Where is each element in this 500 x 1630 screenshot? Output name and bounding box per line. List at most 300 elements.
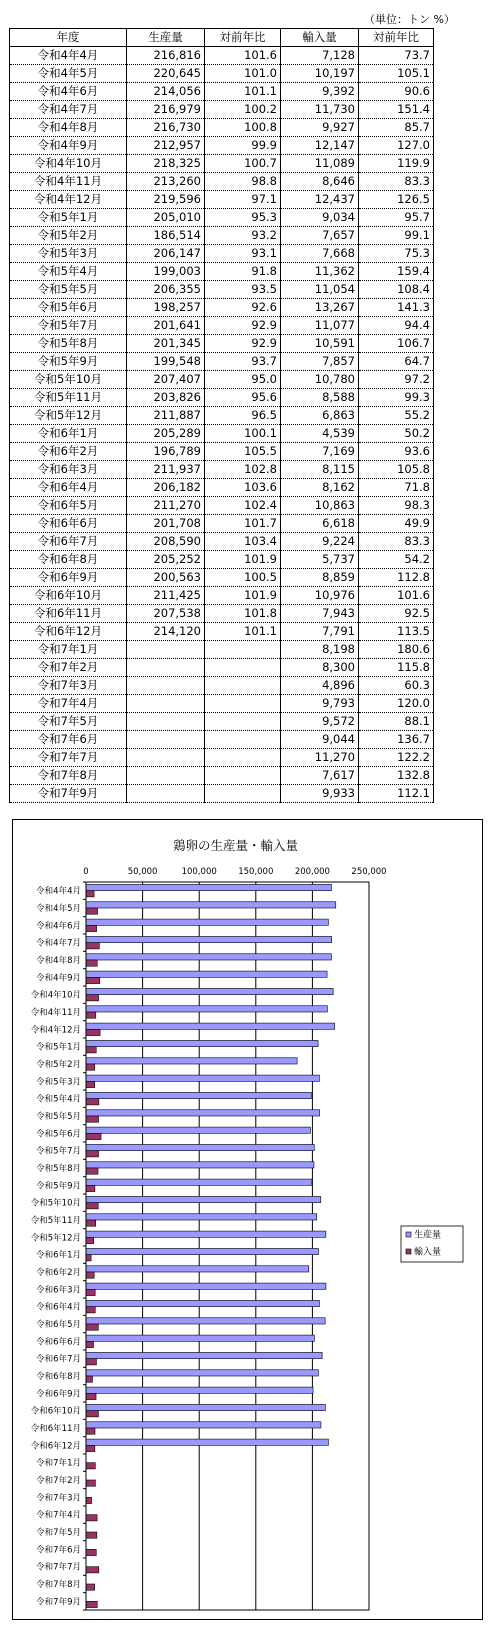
- cell-production-yoy: 100.8: [205, 119, 281, 137]
- category-label: 令和5年6月: [36, 1129, 81, 1140]
- bar-imports: [86, 1480, 95, 1486]
- cell-production-yoy: 101.6: [205, 47, 281, 65]
- bar-imports: [86, 1567, 99, 1573]
- bar-imports: [86, 1029, 100, 1035]
- category-label: 令和6年4月: [36, 1302, 81, 1313]
- category-label: 令和5年10月: [30, 1198, 81, 1209]
- bar-imports: [86, 1064, 95, 1070]
- cell-imports: 7,617: [281, 767, 359, 785]
- category-label: 令和6年11月: [30, 1424, 81, 1434]
- cell-production-yoy: 101.7: [205, 515, 281, 533]
- cell-imports: 12,147: [281, 137, 359, 155]
- cell-production: 211,425: [127, 587, 205, 605]
- cell-production: [127, 659, 205, 677]
- bar-imports: [86, 1255, 91, 1261]
- cell-imports: 7,857: [281, 353, 359, 371]
- table-row: [10, 641, 434, 659]
- cell-production: [127, 695, 205, 713]
- bar-imports: [86, 1081, 95, 1087]
- legend-label: 輸入量: [414, 1247, 442, 1258]
- category-label: 令和7年1月: [36, 1458, 81, 1469]
- table-row: [10, 191, 434, 209]
- bar-imports: [86, 1584, 95, 1590]
- cell-imports-yoy: 180.6: [359, 641, 434, 659]
- bar-production: [86, 1006, 327, 1012]
- table-row: [10, 605, 434, 623]
- cell-production-yoy: 92.9: [205, 335, 281, 353]
- cell-imports: 10,780: [281, 371, 359, 389]
- cell-production: 211,937: [127, 461, 205, 479]
- cell-period: 令和5年2月: [10, 227, 127, 245]
- cell-imports: 11,089: [281, 155, 359, 173]
- bar-production: [86, 1318, 325, 1324]
- unit-note: （単位：トン %）: [364, 13, 455, 26]
- cell-production-yoy: 95.6: [205, 389, 281, 407]
- x-tick-label: 250,000: [351, 867, 387, 877]
- cell-period: 令和5年7月: [10, 317, 127, 335]
- cell-production-yoy: 100.5: [205, 569, 281, 587]
- table-row: [10, 587, 434, 605]
- category-label: 令和6年7月: [36, 1354, 81, 1365]
- cell-imports-yoy: 60.3: [359, 677, 434, 695]
- table-row: [10, 137, 434, 155]
- bar-production: [86, 1352, 322, 1358]
- col-header-imports: 輸入量: [281, 29, 359, 47]
- cell-imports-yoy: 55.2: [359, 407, 434, 425]
- bar-imports: [86, 1411, 98, 1417]
- cell-imports: 10,863: [281, 497, 359, 515]
- cell-imports-yoy: 54.2: [359, 551, 434, 569]
- col-header-period: 年度: [10, 29, 127, 47]
- bar-imports: [86, 1515, 97, 1521]
- category-label: 令和4年12月: [30, 1025, 81, 1036]
- cell-imports-yoy: 112.8: [359, 569, 434, 587]
- col-header-imports-yoy: 対前年比: [359, 29, 434, 47]
- category-label: 令和6年5月: [36, 1320, 81, 1330]
- cell-production: 214,056: [127, 83, 205, 101]
- col-header-production: 生産量: [127, 29, 205, 47]
- cell-production-yoy: 93.1: [205, 245, 281, 263]
- cell-imports-yoy: 88.1: [359, 713, 434, 731]
- cell-period: 令和5年12月: [10, 407, 127, 425]
- bar-production: [86, 1283, 326, 1289]
- cell-period: 令和6年11月: [10, 605, 127, 623]
- legend-label: 生産量: [414, 1230, 442, 1241]
- bar-production: [86, 1092, 311, 1098]
- bar-imports: [86, 977, 100, 983]
- table-row: [10, 335, 434, 353]
- cell-imports: 10,197: [281, 65, 359, 83]
- table-row: [10, 713, 434, 731]
- bar-imports: [86, 1307, 95, 1313]
- cell-period: 令和6年9月: [10, 569, 127, 587]
- bar-production: [86, 954, 331, 960]
- bar-production: [86, 1214, 317, 1220]
- cell-production-yoy: [205, 749, 281, 767]
- category-label: 令和5年11月: [30, 1216, 81, 1226]
- cell-imports-yoy: 99.1: [359, 227, 434, 245]
- table-header-row: [10, 29, 434, 47]
- bar-production: [86, 1248, 318, 1254]
- cell-production-yoy: 101.9: [205, 587, 281, 605]
- cell-period: 令和7年5月: [10, 713, 127, 731]
- cell-production-yoy: 103.6: [205, 479, 281, 497]
- cell-production: 205,010: [127, 209, 205, 227]
- cell-imports-yoy: 159.4: [359, 263, 434, 281]
- category-label: 令和5年5月: [36, 1112, 81, 1122]
- cell-imports: 9,933: [281, 785, 359, 803]
- category-label: 令和7年4月: [36, 1510, 81, 1521]
- table-row: [10, 119, 434, 137]
- cell-imports: 7,791: [281, 623, 359, 641]
- cell-imports: 4,896: [281, 677, 359, 695]
- cell-imports: 6,863: [281, 407, 359, 425]
- bar-imports: [86, 1289, 95, 1295]
- x-tick-label: 50,000: [127, 867, 158, 877]
- table-row: [10, 479, 434, 497]
- category-label: 令和6年10月: [30, 1406, 81, 1417]
- table-row: [10, 47, 434, 65]
- cell-production-yoy: 102.4: [205, 497, 281, 515]
- cell-period: 令和7年3月: [10, 677, 127, 695]
- x-tick-label: 200,000: [294, 867, 330, 877]
- table-row: [10, 695, 434, 713]
- table-row: [10, 659, 434, 677]
- bar-imports: [86, 1376, 92, 1382]
- cell-production-yoy: [205, 731, 281, 749]
- category-label: 令和7年5月: [36, 1528, 81, 1538]
- cell-production-yoy: [205, 695, 281, 713]
- chart-title: 鶏卵の生産量・輸入量: [172, 838, 299, 853]
- cell-imports-yoy: 127.0: [359, 137, 434, 155]
- cell-production: 198,257: [127, 299, 205, 317]
- cell-imports: 6,618: [281, 515, 359, 533]
- cell-imports-yoy: 95.7: [359, 209, 434, 227]
- bar-imports: [86, 891, 94, 897]
- cell-period: 令和5年6月: [10, 299, 127, 317]
- table-row: [10, 515, 434, 533]
- cell-production: [127, 677, 205, 695]
- cell-production-yoy: [205, 713, 281, 731]
- cell-production: 203,826: [127, 389, 205, 407]
- cell-imports-yoy: 83.3: [359, 533, 434, 551]
- cell-period: 令和5年8月: [10, 335, 127, 353]
- table-row: [10, 785, 434, 803]
- cell-production: 201,345: [127, 335, 205, 353]
- table-row: [10, 569, 434, 587]
- category-label: 令和5年4月: [36, 1094, 81, 1105]
- cell-production-yoy: 99.9: [205, 137, 281, 155]
- bar-imports: [86, 1272, 94, 1278]
- bar-production: [86, 1110, 320, 1116]
- cell-imports-yoy: 120.0: [359, 695, 434, 713]
- cell-production-yoy: 96.5: [205, 407, 281, 425]
- cell-imports-yoy: 98.3: [359, 497, 434, 515]
- cell-period: 令和4年11月: [10, 173, 127, 191]
- cell-production: 201,708: [127, 515, 205, 533]
- bar-production: [86, 1387, 313, 1393]
- cell-production-yoy: 100.1: [205, 425, 281, 443]
- bar-production: [86, 1179, 312, 1185]
- table-row: [10, 155, 434, 173]
- cell-imports: 13,267: [281, 299, 359, 317]
- cell-imports: 8,300: [281, 659, 359, 677]
- cell-imports-yoy: 49.9: [359, 515, 434, 533]
- table-row: [10, 407, 434, 425]
- cell-period: 令和5年9月: [10, 353, 127, 371]
- cell-production: [127, 641, 205, 659]
- category-label: 令和5年1月: [36, 1042, 81, 1053]
- cell-period: 令和4年7月: [10, 101, 127, 119]
- cell-period: 令和5年11月: [10, 389, 127, 407]
- category-label: 令和5年9月: [36, 1181, 81, 1192]
- cell-period: 令和4年6月: [10, 83, 127, 101]
- cell-production-yoy: 97.1: [205, 191, 281, 209]
- cell-imports: 11,362: [281, 263, 359, 281]
- bar-production: [86, 971, 327, 977]
- cell-production-yoy: 92.9: [205, 317, 281, 335]
- table-row: [10, 83, 434, 101]
- cell-production: [127, 785, 205, 803]
- bar-production: [86, 884, 331, 890]
- cell-imports-yoy: 112.1: [359, 785, 434, 803]
- cell-production: 196,789: [127, 443, 205, 461]
- category-label: 令和5年7月: [36, 1146, 81, 1157]
- cell-production: 199,548: [127, 353, 205, 371]
- bar-imports: [86, 1237, 94, 1243]
- category-label: 令和6年12月: [30, 1441, 81, 1452]
- table-row: [10, 533, 434, 551]
- category-label: 令和7年9月: [36, 1597, 81, 1608]
- cell-production-yoy: 101.8: [205, 605, 281, 623]
- cell-period: 令和7年8月: [10, 767, 127, 785]
- table-row: [10, 353, 434, 371]
- bar-imports: [86, 1359, 96, 1365]
- table-row: [10, 299, 434, 317]
- table-row: [10, 749, 434, 767]
- bar-imports: [86, 1168, 98, 1174]
- cell-imports-yoy: 126.5: [359, 191, 434, 209]
- cell-production-yoy: [205, 641, 281, 659]
- cell-imports-yoy: 93.6: [359, 443, 434, 461]
- cell-imports: 10,591: [281, 335, 359, 353]
- cell-production-yoy: 100.2: [205, 101, 281, 119]
- cell-production-yoy: 102.8: [205, 461, 281, 479]
- cell-production: 216,730: [127, 119, 205, 137]
- cell-imports-yoy: 92.5: [359, 605, 434, 623]
- bar-imports: [86, 1220, 96, 1226]
- bar-production: [86, 1144, 314, 1150]
- table-row: [10, 371, 434, 389]
- cell-imports-yoy: 106.7: [359, 335, 434, 353]
- cell-imports-yoy: 75.3: [359, 245, 434, 263]
- cell-production: 220,645: [127, 65, 205, 83]
- cell-imports-yoy: 90.6: [359, 83, 434, 101]
- cell-period: 令和6年7月: [10, 533, 127, 551]
- table-row: [10, 65, 434, 83]
- cell-production: 206,355: [127, 281, 205, 299]
- bar-imports: [86, 1445, 95, 1451]
- bar-imports: [86, 1047, 96, 1053]
- category-label: 令和5年3月: [36, 1077, 81, 1088]
- bar-imports: [86, 1185, 95, 1191]
- bar-imports: [86, 1428, 95, 1434]
- cell-imports: 9,224: [281, 533, 359, 551]
- bar-production: [86, 902, 336, 908]
- table-row: [10, 443, 434, 461]
- cell-imports-yoy: 101.6: [359, 587, 434, 605]
- table-row: [10, 173, 434, 191]
- category-label: 令和7年3月: [36, 1493, 81, 1504]
- bar-production: [86, 988, 333, 994]
- bar-production: [86, 1058, 297, 1064]
- bar-imports: [86, 1203, 98, 1209]
- cell-imports-yoy: 113.5: [359, 623, 434, 641]
- cell-imports: 8,115: [281, 461, 359, 479]
- category-label: 令和5年12月: [30, 1233, 81, 1244]
- cell-period: 令和7年1月: [10, 641, 127, 659]
- cell-period: 令和6年4月: [10, 479, 127, 497]
- cell-period: 令和6年5月: [10, 497, 127, 515]
- cell-imports: 4,539: [281, 425, 359, 443]
- cell-production-yoy: 101.9: [205, 551, 281, 569]
- category-label: 令和4年8月: [36, 956, 81, 966]
- table-row: [10, 623, 434, 641]
- cell-production-yoy: [205, 785, 281, 803]
- bar-production: [86, 1040, 318, 1046]
- cell-imports: 8,198: [281, 641, 359, 659]
- cell-imports: 7,657: [281, 227, 359, 245]
- table-row: [10, 497, 434, 515]
- cell-period: 令和5年5月: [10, 281, 127, 299]
- cell-period: 令和7年7月: [10, 749, 127, 767]
- cell-period: 令和6年10月: [10, 587, 127, 605]
- bar-imports: [86, 1532, 97, 1538]
- cell-imports-yoy: 64.7: [359, 353, 434, 371]
- bar-production: [86, 1404, 325, 1410]
- category-label: 令和4年10月: [30, 990, 81, 1001]
- bar-imports: [86, 1463, 95, 1469]
- cell-production-yoy: 95.0: [205, 371, 281, 389]
- cell-imports-yoy: 71.8: [359, 479, 434, 497]
- cell-imports-yoy: 97.2: [359, 371, 434, 389]
- bar-imports: [86, 925, 97, 931]
- cell-imports-yoy: 105.1: [359, 65, 434, 83]
- table-row: [10, 767, 434, 785]
- cell-imports: 7,668: [281, 245, 359, 263]
- cell-imports: 7,128: [281, 47, 359, 65]
- category-label: 令和4年7月: [36, 938, 81, 949]
- cell-imports: 5,737: [281, 551, 359, 569]
- cell-imports-yoy: 108.4: [359, 281, 434, 299]
- bar-imports: [86, 1116, 99, 1122]
- bar-production: [86, 1300, 319, 1306]
- cell-period: 令和7年9月: [10, 785, 127, 803]
- cell-period: 令和6年2月: [10, 443, 127, 461]
- bar-imports: [86, 1393, 96, 1399]
- category-label: 令和6年9月: [36, 1389, 81, 1400]
- cell-imports: 10,976: [281, 587, 359, 605]
- cell-imports-yoy: 73.7: [359, 47, 434, 65]
- cell-production-yoy: 101.1: [205, 83, 281, 101]
- cell-production: [127, 731, 205, 749]
- bar-imports: [86, 1324, 98, 1330]
- bar-imports: [86, 960, 97, 966]
- category-label: 令和7年8月: [36, 1580, 81, 1590]
- cell-production: 200,563: [127, 569, 205, 587]
- cell-production-yoy: [205, 659, 281, 677]
- cell-period: 令和6年1月: [10, 425, 127, 443]
- cell-production: 201,641: [127, 317, 205, 335]
- cell-production-yoy: 93.2: [205, 227, 281, 245]
- bar-imports: [86, 1099, 99, 1105]
- table-row: [10, 461, 434, 479]
- table-row: [10, 389, 434, 407]
- cell-production-yoy: 95.3: [205, 209, 281, 227]
- chart-frame: [12, 819, 483, 1620]
- cell-period: 令和5年10月: [10, 371, 127, 389]
- bar-production: [86, 1231, 326, 1237]
- cell-period: 令和4年4月: [10, 47, 127, 65]
- cell-imports-yoy: 119.9: [359, 155, 434, 173]
- cell-imports-yoy: 115.8: [359, 659, 434, 677]
- cell-period: 令和5年4月: [10, 263, 127, 281]
- data-table: [9, 28, 434, 803]
- category-label: 令和5年8月: [36, 1164, 81, 1174]
- bar-production: [86, 936, 332, 942]
- cell-production: [127, 767, 205, 785]
- bar-production: [86, 1162, 314, 1168]
- table-row: [10, 281, 434, 299]
- category-label: 令和6年3月: [36, 1285, 81, 1296]
- chart-svg: [13, 820, 482, 1619]
- cell-production: [127, 713, 205, 731]
- bar-imports: [86, 1549, 96, 1555]
- x-tick-label: 100,000: [181, 867, 217, 877]
- table-row: [10, 551, 434, 569]
- cell-period: 令和5年1月: [10, 209, 127, 227]
- cell-imports-yoy: 136.7: [359, 731, 434, 749]
- cell-production: 199,003: [127, 263, 205, 281]
- x-tick-label: 150,000: [238, 867, 274, 877]
- cell-period: 令和4年8月: [10, 119, 127, 137]
- bar-imports: [86, 1133, 101, 1139]
- cell-imports-yoy: 50.2: [359, 425, 434, 443]
- cell-production-yoy: [205, 677, 281, 695]
- cell-period: 令和4年10月: [10, 155, 127, 173]
- cell-imports: 9,392: [281, 83, 359, 101]
- cell-production: 211,887: [127, 407, 205, 425]
- cell-production: [127, 749, 205, 767]
- bar-imports: [86, 995, 99, 1001]
- bar-production: [86, 1075, 319, 1081]
- legend-swatch: [406, 1232, 411, 1237]
- category-label: 令和4年4月: [36, 886, 81, 897]
- cell-imports-yoy: 94.4: [359, 317, 434, 335]
- cell-production: 212,957: [127, 137, 205, 155]
- cell-imports: 9,034: [281, 209, 359, 227]
- cell-production-yoy: 101.1: [205, 623, 281, 641]
- cell-period: 令和7年4月: [10, 695, 127, 713]
- bar-production: [86, 1196, 321, 1202]
- cell-production: 207,538: [127, 605, 205, 623]
- bar-production: [86, 1023, 335, 1029]
- cell-production: 211,270: [127, 497, 205, 515]
- bar-production: [86, 1335, 314, 1341]
- bar-imports: [86, 1601, 97, 1607]
- x-tick-label: 0: [83, 867, 89, 877]
- cell-production-yoy: 93.5: [205, 281, 281, 299]
